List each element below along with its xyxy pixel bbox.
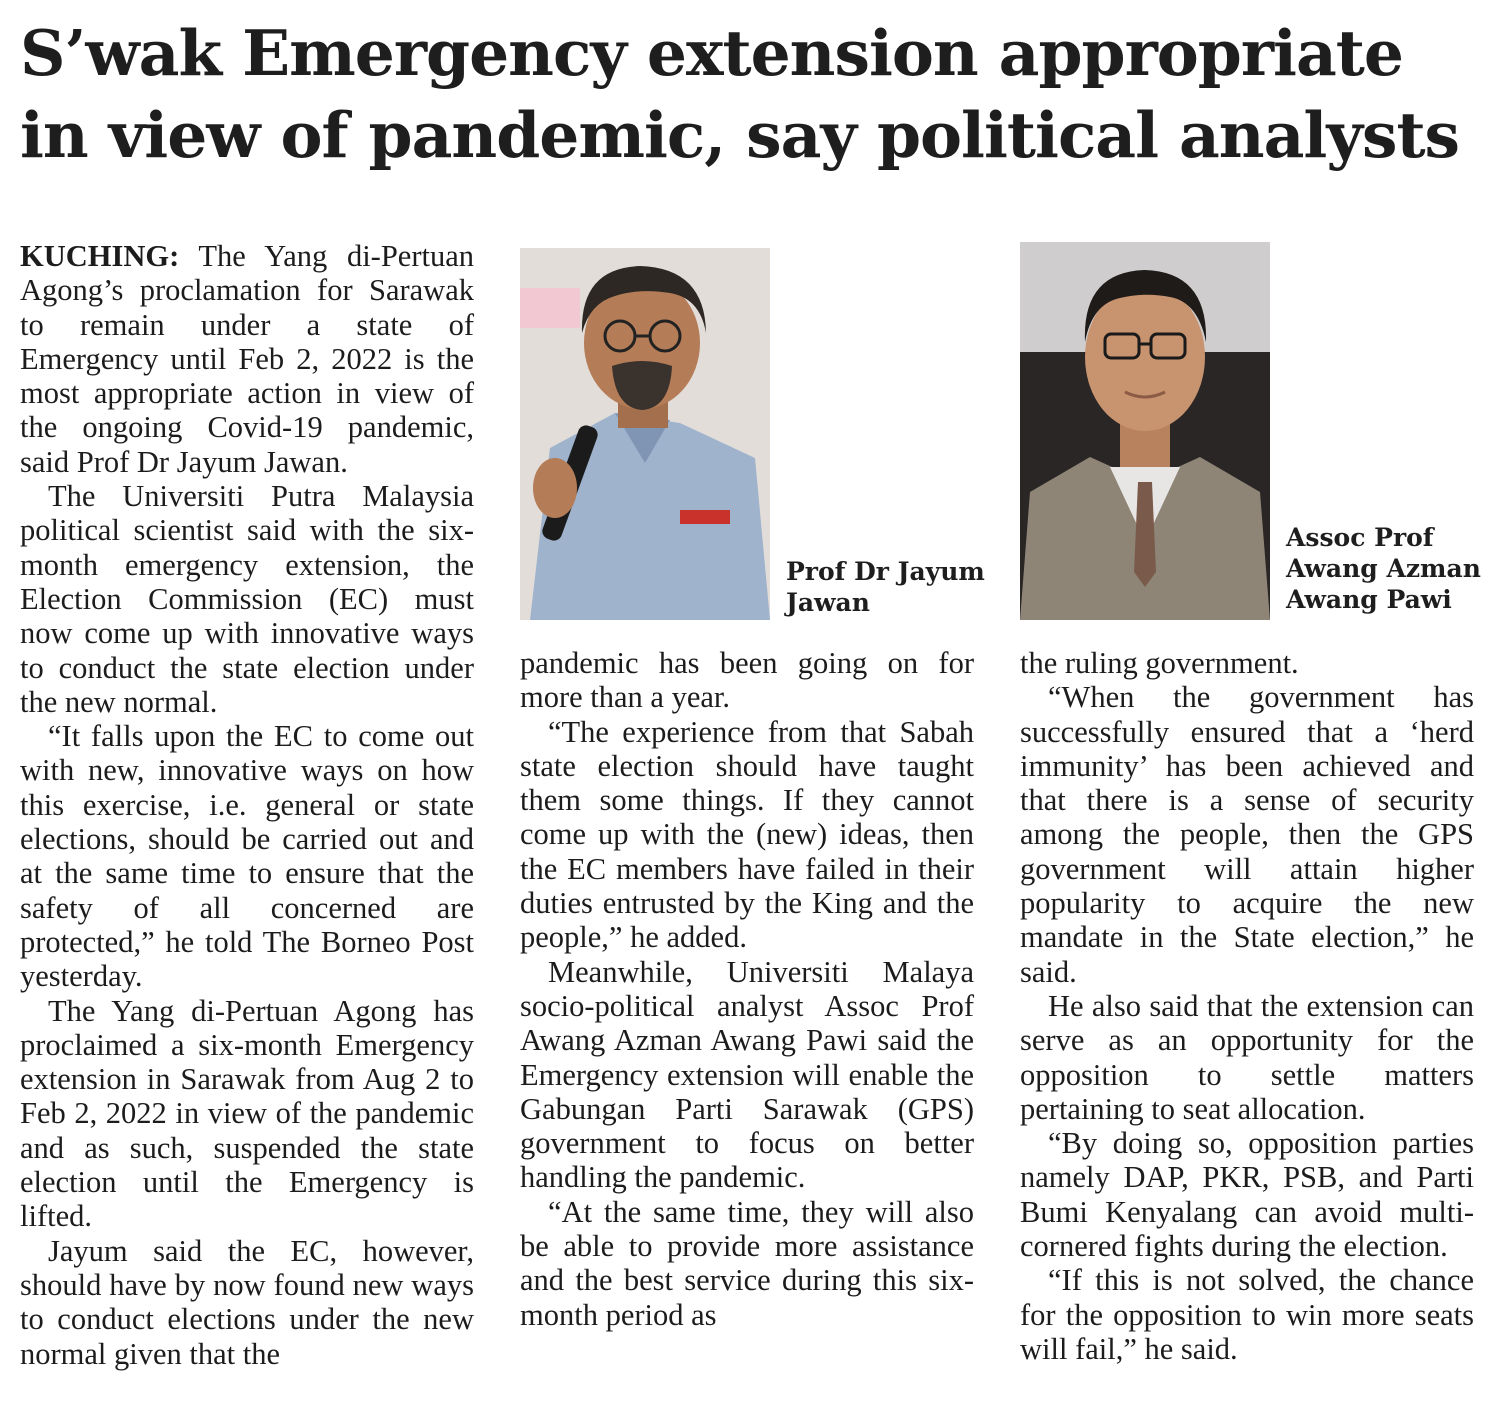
portrait-illustration-1	[520, 248, 770, 620]
article-column-3	[1020, 646, 1474, 1366]
paragraph: “By doing so, opposition parties namely DAP, PKR, PSB, and Parti Bumi Kenyalang can avoid multi-cornered fights during the election.	[1020, 1126, 1474, 1264]
headline: S’wak Emergency extension appropriate in view of pandemic, say political analysts	[20, 16, 1460, 172]
paragraph: The Universiti Putra Malaysia political scientist said with the six-month emergency extension, the Election Commission (EC) must now come up with innovative ways to conduct the state election under the new normal.	[20, 479, 474, 719]
portrait-illustration-2	[1020, 242, 1270, 620]
paragraph: “When the government has successfully ensured that a ‘herd immunity’ has been achieved and that there is a sense of security among the people, then the GPS government will attain higher popularity to acquire the new mandate in the State election,” he said.	[1020, 680, 1474, 989]
caption-line: Prof Dr Jayum	[786, 557, 985, 586]
paragraph: Jayum said the EC, however, should have by now found new ways to conduct elections under the new normal given that the	[20, 1233, 474, 1371]
caption-line: Assoc Prof	[1286, 523, 1434, 552]
caption-line: Jawan	[786, 588, 870, 617]
paragraph: “At the same time, they will also be able to provide more assistance and the best service during this six-month period as	[520, 1194, 974, 1332]
photo-caption-1	[786, 556, 1006, 618]
caption-line: Awang Azman	[1286, 554, 1481, 583]
paragraph: Meanwhile, Universiti Malaya socio-political analyst Assoc Prof Awang Azman Awang Pawi said the Emergency extension will enable the Gabungan Parti Sarawak (GPS) government to focus on better handling the pandemic.	[520, 954, 974, 1195]
paragraph: “The experience from that Sabah state election should have taught them some things. If they cannot come up with the (new) ideas, then the EC members have failed in their duties entrusted by the King and the people,” he added.	[520, 714, 974, 955]
photo-jayum-jawan	[520, 248, 770, 620]
paragraph: “If this is not solved, the chance for the opposition to win more seats will fail,” he said.	[1020, 1263, 1474, 1366]
paragraph: pandemic has been going on for more than a year.	[520, 646, 974, 715]
photo-awang-azman	[1020, 242, 1270, 620]
caption-line: Awang Pawi	[1286, 585, 1452, 614]
paragraph: The Yang di-Pertuan Agong has proclaimed a six-month Emergency extension in Sarawak from Aug 2 to Feb 2, 2022 in view of the pandemic and as such, suspended the state election until the Emergency is lifted.	[20, 993, 474, 1234]
dateline: KUCHING:	[20, 239, 180, 273]
paragraph: “It falls upon the EC to come out with new, innovative ways on how this exercise, i.e. general or state elections, should be carried out and at the same time to ensure that the safety of all concerned are protected,” he told The Borneo Post yesterday.	[20, 719, 474, 994]
article-column-2	[520, 646, 974, 1332]
paragraph	[20, 239, 474, 479]
paragraph-text: The Yang di-Pertuan Agong’s proclamation for Sarawak to remain under a state of Emergency until Feb 2, 2022 is the most appropriate action in view of the ongoing Covid-19 pandemic, said Prof Dr Jayum Jawan.	[20, 239, 474, 479]
paragraph: the ruling government.	[1020, 646, 1299, 680]
paragraph: He also said that the extension can serve as an opportunity for the opposition to settle matters pertaining to seat allocation.	[1020, 988, 1474, 1126]
article-column-1	[20, 239, 474, 1371]
photo-caption-2	[1286, 522, 1486, 615]
